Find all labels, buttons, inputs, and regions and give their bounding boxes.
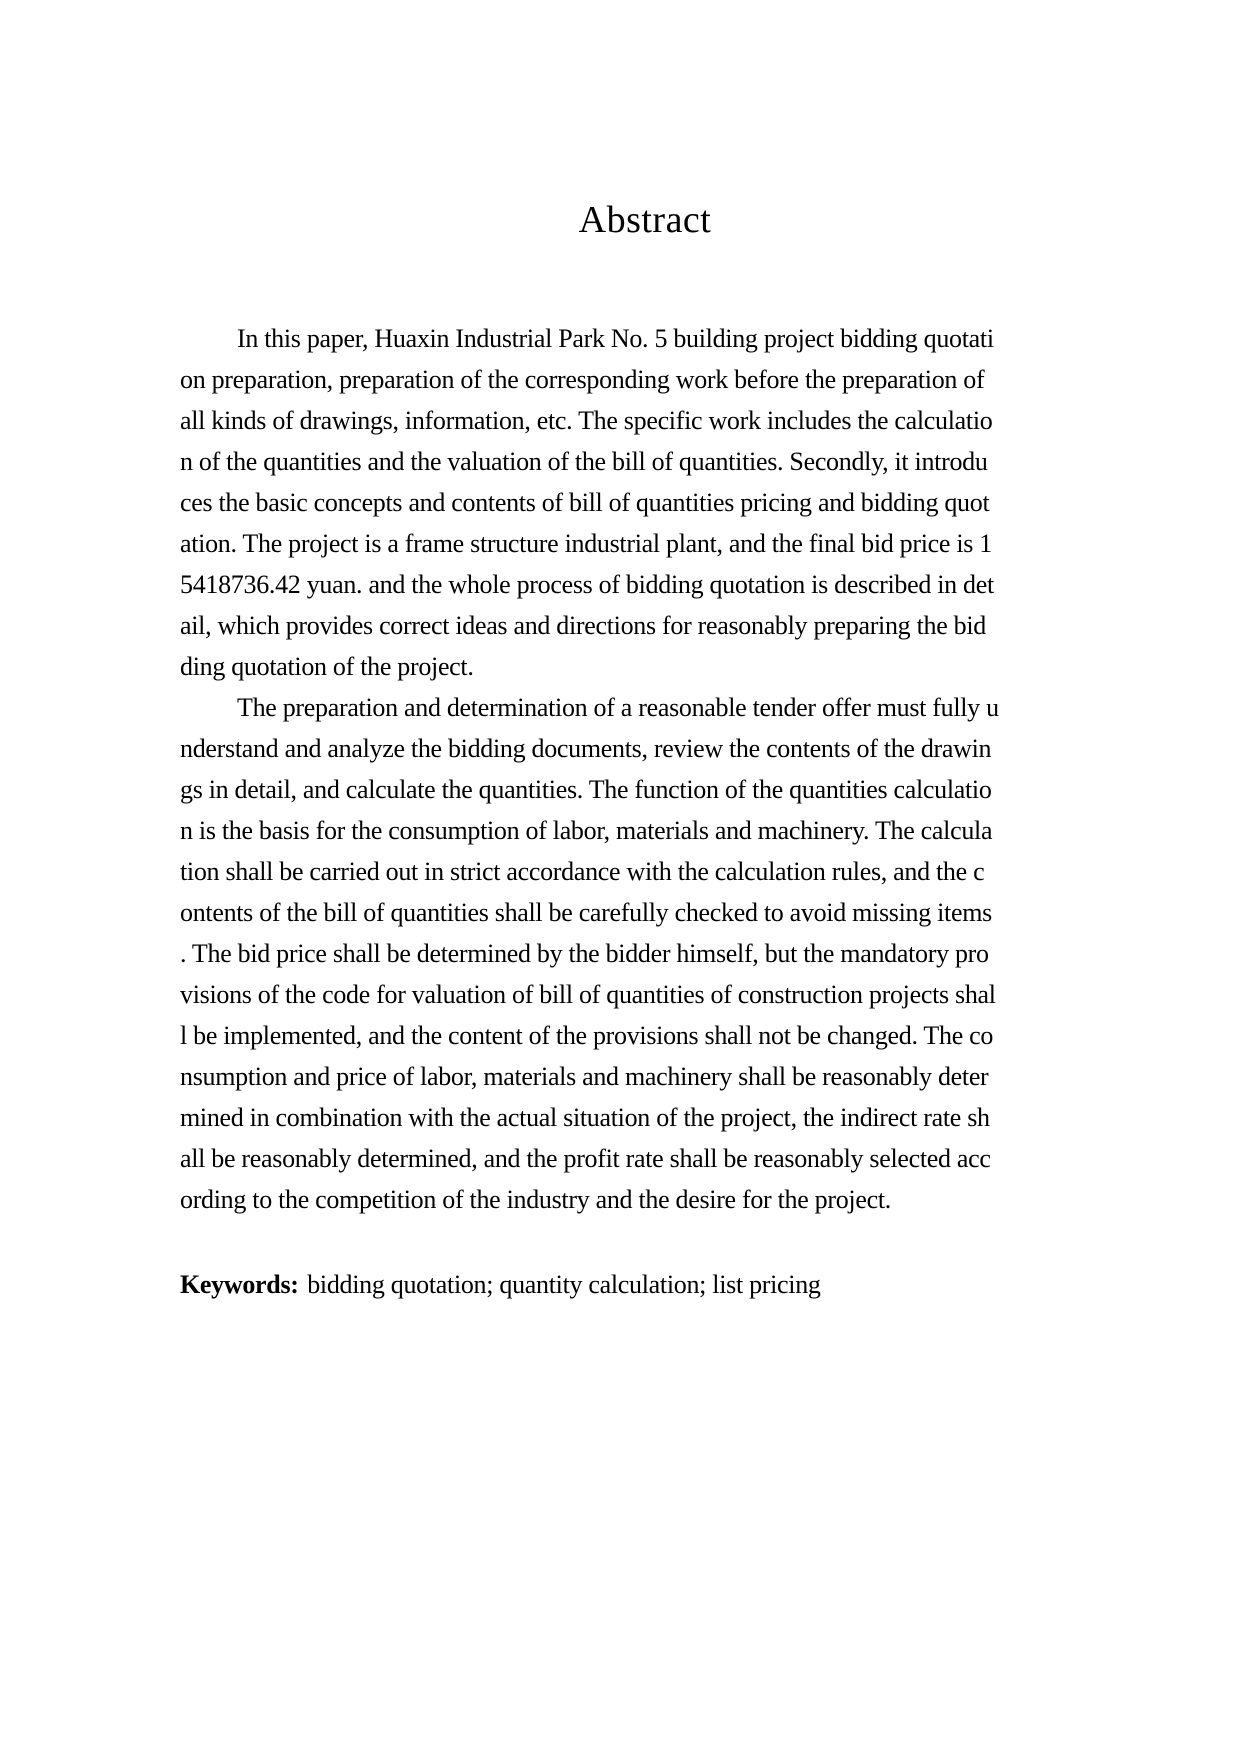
keywords-text: bidding quotation; quantity calculation; list pricing — [307, 1270, 821, 1299]
abstract-line: mined in combination with the actual situation of the project, the indirect rate sh — [180, 1103, 990, 1132]
abstract-line: ces the basic concepts and contents of bill of quantities pricing and bidding quot — [180, 488, 990, 517]
keywords-label: Keywords: — [180, 1270, 299, 1299]
abstract-line: visions of the code for valuation of bill of quantities of construction projects shal — [180, 980, 996, 1009]
abstract-line: tion shall be carried out in strict accordance with the calculation rules, and the c — [180, 857, 985, 886]
abstract-line: ail, which provides correct ideas and directions for reasonably preparing the bid — [180, 611, 986, 640]
abstract-line: all kinds of drawings, information, etc. The specific work includes the calculatio — [180, 406, 993, 435]
abstract-line: . The bid price shall be determined by the bidder himself, but the mandatory pro — [180, 939, 989, 968]
abstract-line: all be reasonably determined, and the profit rate shall be reasonably selected acc — [180, 1144, 991, 1173]
abstract-line: l be implemented, and the content of the provisions shall not be changed. The co — [180, 1021, 994, 1050]
paragraph — [180, 687, 1120, 1220]
paragraph — [180, 318, 1120, 687]
abstract-line: ontents of the bill of quantities shall be carefully checked to avoid missing items — [180, 898, 992, 927]
abstract-line: on preparation, preparation of the corresponding work before the preparation of — [180, 365, 985, 394]
abstract-line: nsumption and price of labor, materials and machinery shall be reasonably deter — [180, 1062, 989, 1091]
abstract-body — [180, 318, 1120, 1220]
abstract-line: The preparation and determination of a reasonable tender offer must fully u — [237, 693, 999, 722]
abstract-line: gs in detail, and calculate the quantities. The function of the quantities calculatio — [180, 775, 992, 804]
abstract-line: nderstand and analyze the bidding documents, review the contents of the drawin — [180, 734, 992, 763]
abstract-line: ation. The project is a frame structure industrial plant, and the final bid price is 1 — [180, 529, 992, 558]
abstract-line: n of the quantities and the valuation of the bill of quantities. Secondly, it introdu — [180, 447, 988, 476]
abstract-line: ording to the competition of the industry and the desire for the project. — [180, 1185, 891, 1214]
abstract-line: 5418736.42 yuan. and the whole process of bidding quotation is described in det — [180, 570, 994, 599]
abstract-line: ding quotation of the project. — [180, 652, 474, 681]
abstract-line: n is the basis for the consumption of labor, materials and machinery. The calcula — [180, 816, 993, 845]
page-title: Abstract — [578, 199, 712, 241]
keywords-line — [180, 1264, 1120, 1305]
abstract-line: In this paper, Huaxin Industrial Park No. 5 building project bidding quotati — [237, 324, 994, 353]
